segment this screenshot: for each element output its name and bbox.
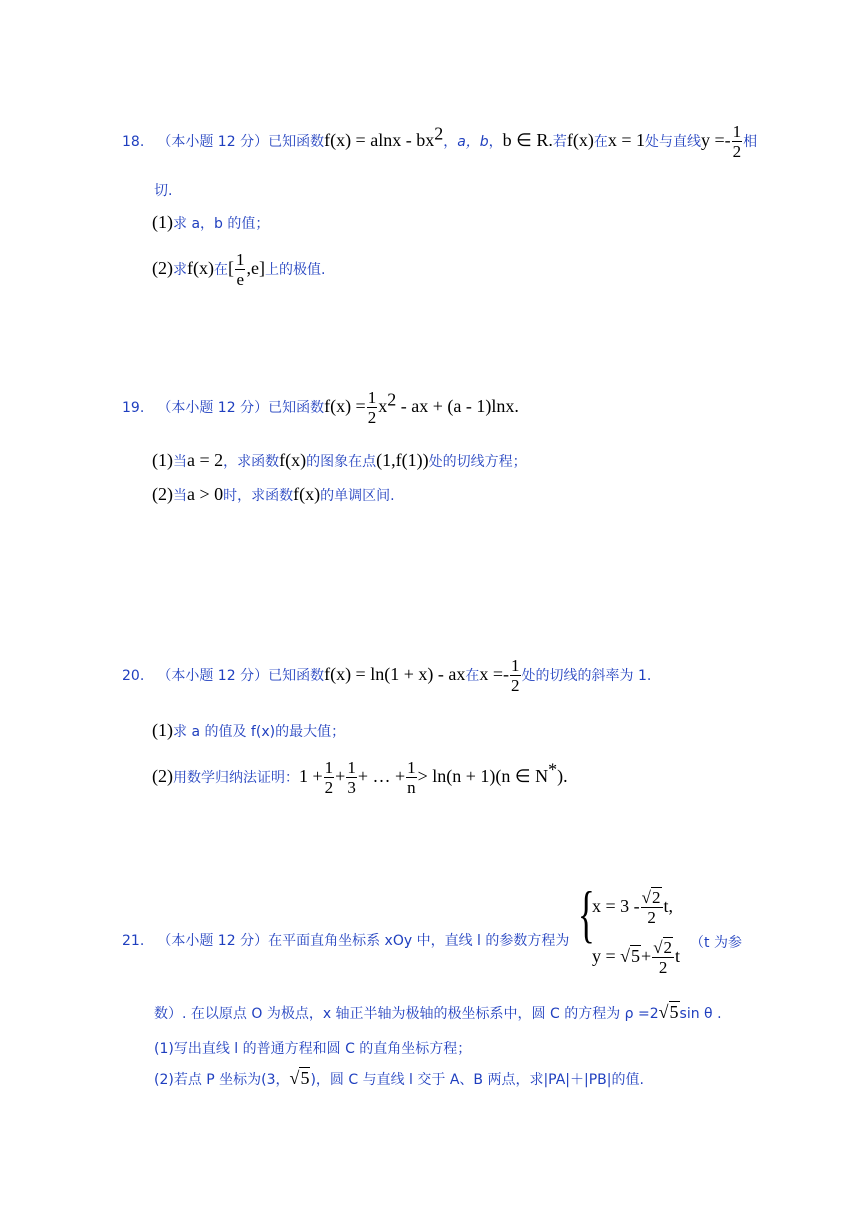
q18-qie: 切. (154, 183, 173, 199)
q21-eq2-frac: $\frac{√2}{2}$ (653, 938, 673, 977)
q19-p1-c: 的图象在点 (306, 454, 377, 470)
q21-tail: （t 为参 (690, 935, 742, 951)
q18-p2-fx: f(x) (187, 258, 214, 278)
q20-p2-one: 1 + (299, 766, 323, 786)
q18-zai: 在 (593, 134, 608, 150)
q18-p2-a: 求 (173, 262, 187, 278)
q20-frac2: $\frac{1}{3}$ (347, 758, 356, 797)
q19-frac: $\frac{1}{2}$ (367, 388, 377, 427)
q18-fx: f(x) (566, 130, 594, 150)
q20-rest: 处的切线的斜率为 1. (521, 668, 652, 684)
q20-dots: + … + (357, 766, 406, 786)
q19-p2-fx: f(x) (293, 484, 321, 504)
q20-f: f(x) = ln(1 + x) - ax (324, 664, 466, 684)
q21-eq2-b: t (675, 946, 681, 966)
q18-tag: （本小题 12 分） (157, 134, 269, 150)
q20-p2-text: 用数学归纳法证明： (173, 770, 299, 786)
q18-part1 (152, 212, 269, 233)
q20-frac: $\frac{1}{2}$ (511, 656, 520, 695)
q21-line2-sqrt: √5 (658, 1002, 679, 1022)
q19-p2-b: 时，求函数 (223, 488, 294, 504)
q19-p2-m: a > 0 (187, 484, 224, 504)
q21-brace-glyph: { (577, 878, 595, 949)
q18-p1-text: 求 a，b 的值； (173, 216, 270, 232)
q21-number: 21. (122, 933, 145, 949)
q21-eq1-b: t, (663, 896, 674, 916)
q19-p1-m: a = 2 (187, 450, 224, 470)
q19-p1-a: 当 (173, 454, 187, 470)
q21-eq2-sqrt: √5 (615, 946, 641, 966)
q21-eq1-a: x = 3 - (592, 896, 640, 916)
q21-text: 在平面直角坐标系 xOy 中，直线 l 的参数方程为 (268, 933, 570, 949)
q20-intro: 已知函数 (268, 668, 325, 684)
q20-close: ). (557, 766, 568, 786)
q19-x: x (378, 396, 388, 416)
q21-eq2-a: y = (592, 946, 616, 966)
q18-p2-bracket: [ (227, 258, 234, 278)
q18-p2-b: 上的极值. (264, 262, 326, 278)
q20-frac1: $\frac{1}{2}$ (324, 758, 334, 797)
q18-exp: 2 (434, 123, 444, 144)
q18-ruo: 若 (552, 134, 567, 150)
q18-chuyu: 处与直线 (645, 134, 701, 150)
q19-number: 19. (122, 400, 145, 416)
q21-p2-sqrt: √5 (289, 1068, 310, 1088)
q21-p2-a: (2)若点 P 坐标为(3， (154, 1072, 290, 1088)
q19-p2-a: 当 (173, 488, 187, 504)
q19-p1-num: (1) (152, 450, 173, 470)
q19-intro: 已知函数 (268, 400, 325, 416)
q19-p1-b: ，求函数 (223, 454, 280, 470)
q20-tail: > ln(n + 1)(n ∈ N (417, 766, 549, 786)
q20-star: * (548, 759, 558, 780)
q19-p1-d: 处的切线方程； (428, 454, 527, 470)
q20-p2-num: (2) (152, 766, 173, 786)
q20-p1-text: 求 a 的值及 f(x)的最大值； (173, 724, 346, 740)
q20-frac3: $\frac{1}{n}$ (407, 758, 416, 797)
q19-line1 (122, 388, 519, 427)
q21-line2-a: 数）. 在以原点 O 为极点，x 轴正半轴为极轴的极坐标系中，圆 C 的方程为 ρ =2 (154, 1006, 659, 1022)
q20-number: 20. (122, 668, 145, 684)
q18-line1: 18. （本小题 12 分）已知函数$f(x) = alnx - bx^2$，a，b，b ∈ R.若f(x)在x = 1处与直线y =- $\frac{1}{2}$ 相 (122, 122, 758, 161)
q18-p2-bracket-r: ,e] (246, 258, 265, 278)
q18-inR: b ∈ R. (502, 130, 553, 150)
q18-part2 (152, 250, 325, 289)
q20-line1 (122, 656, 651, 695)
q21-line1 (122, 930, 569, 950)
q21-part1: (1)写出直线 l 的普通方程和圆 C 的直角坐标方程； (154, 1041, 472, 1057)
q20-part1 (152, 720, 345, 741)
q20-p1-num: (1) (152, 720, 173, 740)
q19-part1 (152, 450, 527, 471)
q18-function: f(x) = alnx - bx (324, 130, 435, 150)
q21-eq2 (592, 938, 680, 977)
q18-frac: $\frac{1}{2}$ (732, 122, 742, 161)
q18-p2-num: (2) (152, 258, 173, 278)
q19-p1-fx: f(x) (279, 450, 307, 470)
q18-ab: a，b (457, 134, 489, 150)
q19-rest: - ax + (a - 1)lnx. (396, 396, 519, 416)
q19-p2-num: (2) (152, 484, 173, 504)
q20-x: x =- (479, 664, 509, 684)
q18-y: y =- (701, 130, 731, 150)
q21-part2 (154, 1068, 644, 1089)
q19-part2 (152, 484, 395, 505)
q20-plus: + (335, 766, 346, 786)
q20-part2 (152, 758, 568, 797)
q21-line2 (154, 1002, 722, 1023)
q18-x1: x = 1 (607, 130, 645, 150)
q18-p2-zai: 在 (213, 262, 228, 278)
q18-p2-frac: $\frac{1}{e}$ (235, 250, 245, 289)
q18-xiang: 相 (743, 134, 758, 150)
q21-eq2-plus: + (641, 946, 652, 966)
q21-eq1 (592, 888, 673, 927)
q21-line2-b: sin θ . (679, 1006, 722, 1022)
q18-number: 18. (122, 134, 145, 150)
q19-tag: （本小题 12 分） (157, 400, 269, 416)
q18-intro: 已知函数 (268, 134, 325, 150)
q19-f: f(x) = (324, 396, 366, 416)
q21-tag: （本小题 12 分） (157, 933, 269, 949)
q20-tag: （本小题 12 分） (157, 668, 269, 684)
q19-p1-pt: (1,f(1)) (376, 450, 429, 470)
q19-p2-c: 的单调区间. (320, 488, 395, 504)
q21-eq1-frac: $\frac{√2}{2}$ (641, 888, 661, 927)
q21-p2-b: )，圆 C 与直线 l 交于 A、B 两点，求|PA|＋|PB|的值. (310, 1072, 644, 1088)
q19-exp: 2 (387, 389, 397, 410)
q20-zai: 在 (465, 668, 480, 684)
q18-p1-num: (1) (152, 212, 173, 232)
